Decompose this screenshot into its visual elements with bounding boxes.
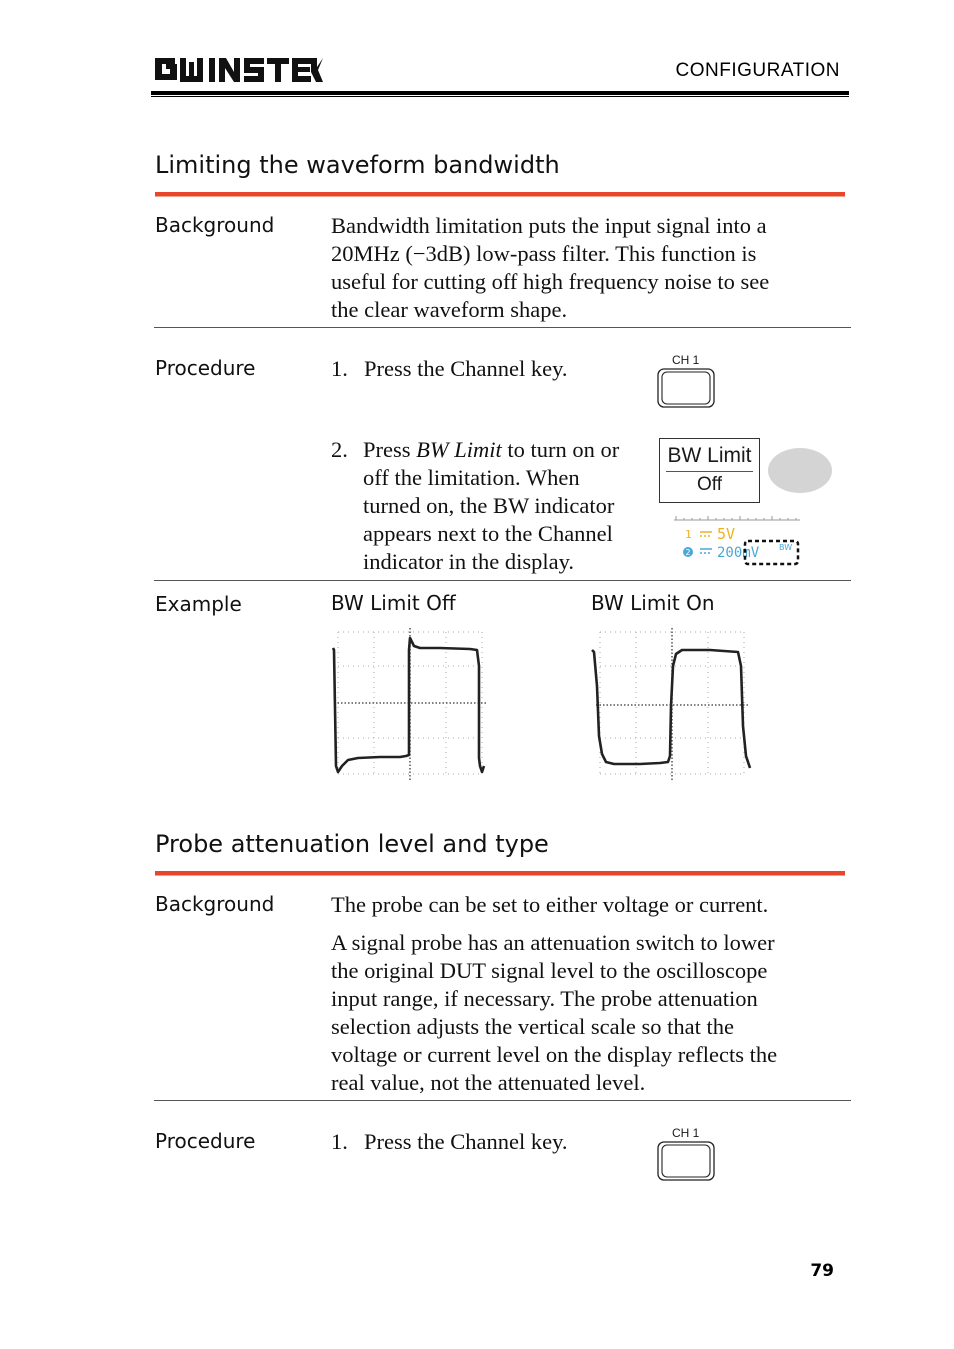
softkey-button[interactable] [768, 448, 832, 493]
softkey-divider [666, 471, 753, 472]
bw-indicator-mark: BW [779, 543, 793, 552]
gw-instek-logo [153, 52, 325, 84]
waveform-bw-on [590, 626, 756, 784]
section-title-probe: Probe attenuation level and type [155, 830, 549, 858]
ch1-key[interactable] [655, 1124, 717, 1182]
background-label: Background [155, 892, 275, 916]
section-accent-rule [155, 192, 845, 196]
section-title-bandwidth: Limiting the waveform bandwidth [155, 151, 560, 179]
header-section-title: CONFIGURATION [675, 60, 840, 81]
background-paragraph: Bandwidth limitation puts the input signal into a 20MHz (−3dB) low-pass filter. This function is useful for cutting off high frequency noise to see the clear waveform shape. [331, 213, 770, 322]
ch1-key-button[interactable] [657, 368, 715, 408]
ch2-indicator-num: 2 [685, 548, 691, 557]
procedure-label: Procedure [155, 356, 256, 380]
waveform-bw-off [330, 626, 490, 784]
page-number: 79 [810, 1261, 834, 1281]
procedure-step-1: 1. Press the Channel key. [331, 1129, 568, 1154]
ch1-key[interactable] [655, 351, 717, 409]
ch1-key-label: CH 1 [672, 1126, 700, 1140]
softkey-value: Off [697, 474, 722, 495]
example-bw-on-caption: BW Limit On [591, 591, 715, 615]
procedure-step-1: 1. Press the Channel key. [331, 356, 568, 381]
row-divider [154, 1100, 851, 1101]
ch1-key-button[interactable] [657, 1141, 715, 1181]
header-rule-thin [151, 96, 849, 97]
channel-bw-indicator [672, 512, 804, 570]
background-paragraph-1: The probe can be set to either voltage or current. [331, 892, 769, 917]
ch1-indicator-scale: 5V [717, 525, 736, 543]
example-label: Example [155, 592, 242, 616]
softkey-title: BW Limit [667, 444, 752, 467]
procedure-step-2: 2. Press BW Limit to turn on or off the limitation. When turned on, the BW indicator appears next to the Channel indicator in the display. [331, 437, 620, 574]
section-accent-rule [155, 871, 845, 875]
ch2-indicator-scale: 200mV [717, 545, 760, 561]
procedure-label: Procedure [155, 1129, 256, 1153]
background-label: Background [155, 213, 275, 237]
bw-limit-emphasis: BW Limit [416, 437, 502, 462]
row-divider [154, 580, 851, 581]
ch1-key-label: CH 1 [672, 353, 700, 367]
background-paragraph-2: A signal probe has an attenuation switch to lower the original DUT signal level to the oscilloscope input range, if necessary. The probe attenuation selection adjusts the vertical scale so that the voltage or current level on the display reflects the real value, not the attenuated level. [331, 930, 778, 1095]
header-rule [151, 91, 849, 95]
example-bw-off-caption: BW Limit Off [331, 591, 456, 615]
ch1-indicator-num: 1 [685, 528, 692, 541]
bw-limit-softkey[interactable] [659, 438, 760, 503]
row-divider [154, 327, 851, 328]
